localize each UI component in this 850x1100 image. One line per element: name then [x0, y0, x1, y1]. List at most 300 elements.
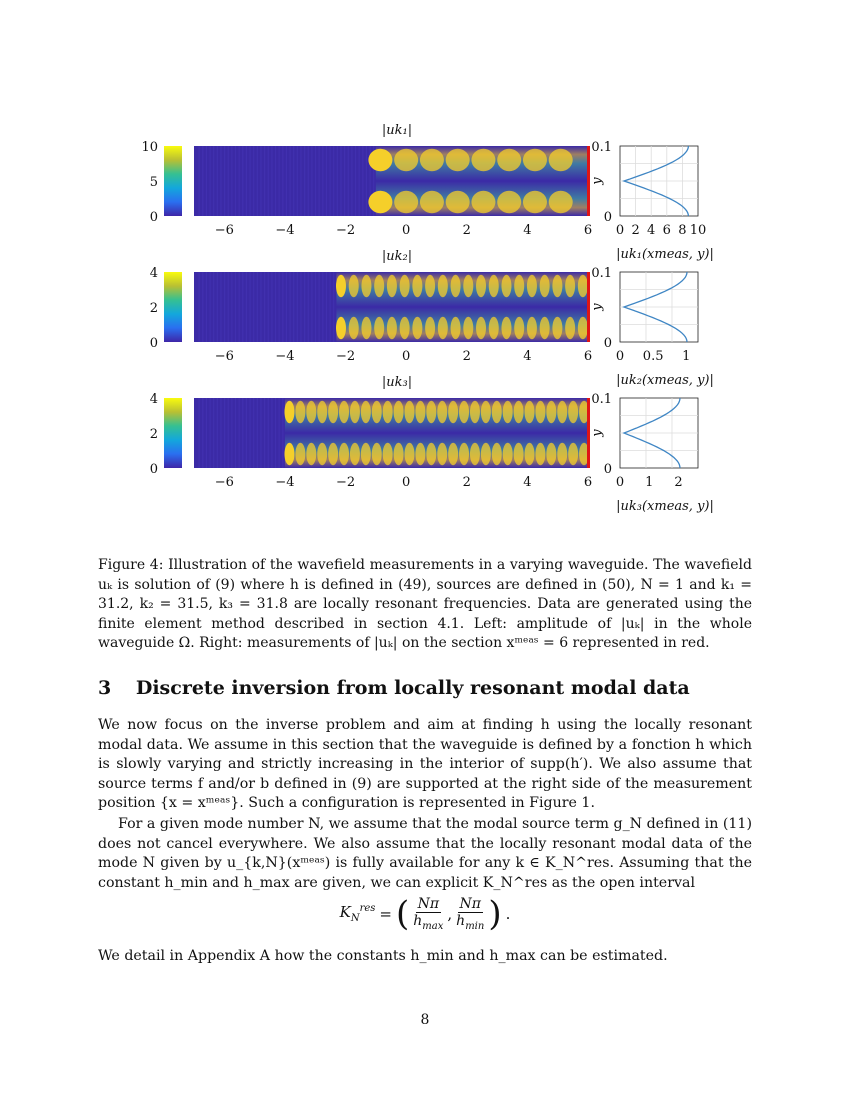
field-lobe-2 [425, 317, 435, 339]
field-stripe-3 [220, 398, 221, 468]
field-lobe-2 [514, 275, 524, 297]
field-stripe-1 [235, 146, 236, 216]
field-stripe-1 [199, 146, 200, 216]
colorbar-3 [164, 398, 182, 468]
paragraph-3 [98, 947, 752, 967]
field-lobe-1 [368, 149, 392, 171]
section-number: 3 [98, 677, 112, 699]
colorbar-tick-2-1: 2 [149, 301, 158, 316]
field-lobe-2 [540, 317, 550, 339]
field-lobe-3 [470, 401, 480, 423]
field-stripe-2 [249, 272, 250, 342]
field-lobe-2 [527, 275, 537, 297]
field-stripe-1 [231, 146, 232, 216]
field-lobe-3 [361, 401, 371, 423]
field-stripe-3 [271, 398, 272, 468]
field-lobe-2 [387, 317, 397, 339]
field-lobe-3 [481, 443, 491, 465]
field-lobe-2 [451, 317, 461, 339]
x-tick-3-6: 6 [583, 475, 593, 490]
field-stripe-2 [209, 272, 210, 342]
field-stripe-1 [293, 146, 294, 216]
eq-end: . [505, 904, 511, 923]
field-stripe-1 [206, 146, 207, 216]
field-lobe-2 [361, 317, 371, 339]
field-lobe-3 [448, 401, 458, 423]
field-lobe-1 [471, 149, 495, 171]
field-lobe-1 [497, 191, 521, 213]
field-stripe-1 [257, 146, 258, 216]
profile-y-label-3: y [590, 429, 605, 437]
field-lobe-3 [459, 443, 469, 465]
colorbar-2 [164, 272, 182, 342]
field-lobe-3 [306, 401, 316, 423]
field-lobe-1 [368, 191, 392, 213]
eq-equals: = [379, 904, 392, 923]
field-stripe-2 [289, 272, 290, 342]
eq-num-2: Nπ [459, 896, 481, 912]
profile-x-tick-1-5: 10 [689, 223, 707, 238]
field-stripe-1 [220, 146, 221, 216]
figure-caption [98, 556, 752, 654]
field-lobe-2 [476, 275, 486, 297]
field-lobe-2 [552, 317, 562, 339]
field-stripe-3 [224, 398, 225, 468]
field-stripe-1 [213, 146, 214, 216]
field-lobe-3 [459, 401, 469, 423]
profile-x-tick-1-3: 6 [662, 223, 671, 238]
field-stripe-1 [300, 146, 301, 216]
paragraph-3-text: We detail in Appendix A how the constants h_min and h_max can be estimated. [98, 948, 668, 964]
field-lobe-2 [349, 275, 359, 297]
field-stripe-2 [297, 272, 298, 342]
field-stripe-1 [286, 146, 287, 216]
field-lobe-2 [336, 275, 346, 297]
field-stripe-2 [260, 272, 261, 342]
field-stripe-2 [257, 272, 258, 342]
field-lobe-3 [492, 443, 502, 465]
field-lobe-1 [446, 191, 470, 213]
field-lobe-2 [374, 275, 384, 297]
field-lobe-3 [470, 443, 480, 465]
field-lobe-3 [328, 443, 338, 465]
field-stripe-3 [275, 398, 276, 468]
field-lobe-2 [501, 317, 511, 339]
field-stripe-3 [257, 398, 258, 468]
field-lobe-2 [374, 317, 384, 339]
field-stripe-3 [253, 398, 254, 468]
field-lobe-1 [471, 191, 495, 213]
field-stripe-3 [209, 398, 210, 468]
field-stripe-3 [206, 398, 207, 468]
colorbar-tick-1-1: 5 [149, 175, 158, 190]
field-lobe-3 [492, 401, 502, 423]
eq-den-2-sub: min [465, 920, 485, 932]
field-stripe-1 [366, 146, 367, 216]
eq-lhs-sub: N [350, 913, 360, 925]
field-stripe-2 [329, 272, 330, 342]
field-stripe-1 [308, 146, 309, 216]
profile-x-tick-3-0: 0 [615, 475, 625, 490]
field-lobe-3 [295, 401, 305, 423]
field-lobe-3 [350, 401, 360, 423]
field-stripe-2 [311, 272, 312, 342]
field-lobe-2 [400, 275, 410, 297]
field-lobe-3 [284, 443, 294, 465]
x-tick-3-5: 4 [523, 475, 532, 490]
field-stripe-3 [213, 398, 214, 468]
field-lobe-3 [317, 443, 327, 465]
profile-x-tick-3-1: 1 [645, 475, 654, 490]
paragraph-2 [98, 815, 752, 893]
x-tick-2-1: −4 [275, 349, 295, 364]
field-stripe-3 [246, 398, 247, 468]
field-lobe-3 [437, 401, 447, 423]
profile-y-tick-3-1: 0 [603, 462, 612, 477]
profile-x-tick-2-2: 1 [682, 349, 691, 364]
field-stripe-1 [224, 146, 225, 216]
field-stripe-2 [246, 272, 247, 342]
field-stripe-2 [322, 272, 323, 342]
field-stripe-1 [344, 146, 345, 216]
field-lobe-2 [489, 275, 499, 297]
x-tick-3-3: 0 [402, 475, 411, 490]
field-stripe-3 [268, 398, 269, 468]
profile-x-label-1: |uk₁(xmeas, y)| [616, 247, 714, 262]
x-tick-2-4: 2 [462, 349, 471, 364]
field-stripe-2 [315, 272, 316, 342]
field-lobe-2 [565, 275, 575, 297]
eq-den-1: h [413, 913, 423, 929]
eq-sep: , [447, 904, 453, 923]
field-lobe-3 [383, 443, 393, 465]
field-stripe-1 [319, 146, 320, 216]
field-lobe-1 [394, 149, 418, 171]
x-tick-1-5: 4 [523, 223, 532, 238]
field-stripe-2 [286, 272, 287, 342]
field-lobe-3 [317, 401, 327, 423]
field-stripe-2 [279, 272, 280, 342]
field-stripe-1 [311, 146, 312, 216]
field-lobe-2 [387, 275, 397, 297]
field-stripe-3 [217, 398, 218, 468]
colorbar-tick-1-0: 10 [141, 140, 158, 155]
field-stripe-1 [228, 146, 229, 216]
field-stripe-1 [217, 146, 218, 216]
field-lobe-2 [425, 275, 435, 297]
profile-x-label-2: |uk₂(xmeas, y)| [616, 373, 714, 388]
field-stripe-2 [268, 272, 269, 342]
field-lobe-2 [501, 275, 511, 297]
field-lobe-2 [451, 275, 461, 297]
field-stripe-1 [271, 146, 272, 216]
paragraph-2-text: For a given mode number N, we assume that the modal source term g_N defined in (11) does not cancel everywhere. We also assume that the locally resonant modal data of the mode N given by u_{k,N}(xᵐᵉᵃˢ) is fully available for any k ∈ K_N^res. Assuming that the constant h_min and h_max are given, we can explicit K_N^res as the open interval [98, 816, 752, 891]
field-lobe-3 [525, 401, 535, 423]
profile-y-tick-3-0: 0.1 [591, 392, 612, 407]
field-lobe-2 [489, 317, 499, 339]
x-tick-3-4: 2 [462, 475, 471, 490]
field-lobe-3 [404, 443, 414, 465]
profile-y-label-2: y [590, 303, 605, 311]
field-lobe-2 [578, 317, 588, 339]
field-stripe-2 [333, 272, 334, 342]
field-stripe-2 [282, 272, 283, 342]
field-stripe-1 [326, 146, 327, 216]
field-lobe-3 [557, 401, 567, 423]
field-stripe-2 [242, 272, 243, 342]
field-title-3: |uk₃| [381, 375, 413, 390]
field-lobe-3 [383, 401, 393, 423]
field-lobe-2 [412, 275, 422, 297]
field-stripe-1 [249, 146, 250, 216]
field-lobe-3 [394, 443, 404, 465]
field-stripe-1 [239, 146, 240, 216]
field-stripe-3 [202, 398, 203, 468]
field-lobe-2 [349, 317, 359, 339]
colorbar-tick-2-0: 4 [149, 266, 158, 281]
field-stripe-1 [348, 146, 349, 216]
field-lobe-3 [426, 401, 436, 423]
field-lobe-3 [535, 443, 545, 465]
paragraph-1 [98, 716, 752, 814]
profile-x-tick-2-0: 0 [615, 349, 625, 364]
field-stripe-2 [275, 272, 276, 342]
eq-num-1: Nπ [417, 896, 440, 912]
field-lobe-2 [412, 317, 422, 339]
field-stripe-3 [260, 398, 261, 468]
field-stripe-1 [246, 146, 247, 216]
field-stripe-1 [202, 146, 203, 216]
field-stripe-1 [282, 146, 283, 216]
colorbar-tick-2-2: 0 [149, 336, 158, 351]
colorbar-tick-3-0: 4 [149, 392, 158, 407]
x-tick-2-5: 4 [523, 349, 532, 364]
field-stripe-1 [315, 146, 316, 216]
field-stripe-1 [337, 146, 338, 216]
field-stripe-3 [231, 398, 232, 468]
x-tick-2-2: −2 [335, 349, 356, 364]
x-tick-2-6: 6 [583, 349, 593, 364]
field-stripe-1 [253, 146, 254, 216]
field-lobe-3 [415, 443, 425, 465]
field-lobe-3 [361, 443, 371, 465]
field-lobe-1 [523, 149, 547, 171]
field-stripe-1 [268, 146, 269, 216]
field-lobe-1 [420, 149, 444, 171]
field-stripe-3 [199, 398, 200, 468]
field-lobe-2 [476, 317, 486, 339]
field-stripe-1 [333, 146, 334, 216]
field-lobe-2 [514, 317, 524, 339]
field-stripe-1 [260, 146, 261, 216]
field-stripe-3 [249, 398, 250, 468]
field-stripe-1 [297, 146, 298, 216]
field-stripe-2 [231, 272, 232, 342]
page-number: 8 [420, 1012, 430, 1028]
field-stripe-1 [264, 146, 265, 216]
field-stripe-2 [293, 272, 294, 342]
profile-x-tick-1-2: 4 [647, 223, 656, 238]
field-lobe-2 [400, 317, 410, 339]
x-tick-1-3: 0 [402, 223, 411, 238]
profile-y-label-1: y [590, 177, 605, 185]
field-lobe-2 [438, 317, 448, 339]
field-lobe-3 [535, 401, 545, 423]
field-lobe-1 [446, 149, 470, 171]
section-heading [98, 677, 752, 699]
caption-text: Illustration of the wavefield measurements in a varying waveguide. The wavefield uₖ is solution of (9) where h is defined in (49), sources are defined in (50), N = 1 and k₁ = 31.2, k₂ = 31.5, k₃ = 31.8 are locally resonant frequencies. Data are generated using the finite element method described in section 4.1. Left: amplitude of |uₖ| in the whole waveguide Ω. Right: measurements of |uₖ| on the section xᵐᵉᵃˢ = 6 represented in red. [98, 557, 752, 651]
field-stripe-3 [264, 398, 265, 468]
field-lobe-3 [328, 401, 338, 423]
caption-label: Figure 4: [98, 557, 164, 573]
field-lobe-3 [514, 443, 524, 465]
field-stripe-2 [308, 272, 309, 342]
field-lobe-2 [552, 275, 562, 297]
field-stripe-1 [275, 146, 276, 216]
x-tick-2-3: 0 [402, 349, 411, 364]
field-stripe-1 [289, 146, 290, 216]
field-stripe-2 [264, 272, 265, 342]
field-lobe-2 [565, 317, 575, 339]
profile-x-tick-3-2: 2 [674, 475, 683, 490]
profile-y-tick-1-1: 0 [603, 210, 612, 225]
x-tick-3-1: −4 [275, 475, 295, 490]
profile-y-tick-2-0: 0.1 [591, 266, 612, 281]
field-stripe-2 [206, 272, 207, 342]
field-stripe-3 [242, 398, 243, 468]
field-stripe-1 [322, 146, 323, 216]
field-lobe-3 [546, 401, 556, 423]
field-lobe-2 [361, 275, 371, 297]
field-lobe-3 [481, 401, 491, 423]
field-stripe-2 [304, 272, 305, 342]
field-lobe-3 [448, 443, 458, 465]
field-lobe-2 [336, 317, 346, 339]
field-title-2: |uk₂| [381, 249, 413, 264]
field-lobe-3 [514, 401, 524, 423]
colorbar-1 [164, 146, 182, 216]
field-stripe-3 [282, 398, 283, 468]
field-lobe-3 [306, 443, 316, 465]
field-stripe-1 [340, 146, 341, 216]
eq-den-2: h [456, 913, 466, 929]
field-lobe-2 [463, 317, 473, 339]
x-tick-1-0: −6 [214, 223, 234, 238]
field-lobe-3 [546, 443, 556, 465]
field-lobe-3 [525, 443, 535, 465]
field-lobe-2 [438, 275, 448, 297]
x-tick-1-2: −2 [335, 223, 356, 238]
x-tick-2-0: −6 [214, 349, 234, 364]
field-stripe-1 [351, 146, 352, 216]
field-lobe-3 [339, 443, 349, 465]
colorbar-tick-1-2: 0 [149, 210, 158, 225]
profile-y-tick-1-0: 0.1 [591, 140, 612, 155]
field-lobe-3 [503, 401, 513, 423]
field-lobe-3 [568, 401, 578, 423]
field-stripe-2 [202, 272, 203, 342]
field-lobe-3 [339, 401, 349, 423]
field-stripe-1 [359, 146, 360, 216]
field-stripe-2 [224, 272, 225, 342]
profile-x-tick-1-1: 2 [631, 223, 640, 238]
field-lobe-3 [503, 443, 513, 465]
field-stripe-2 [217, 272, 218, 342]
field-stripe-3 [228, 398, 229, 468]
field-lobe-1 [394, 191, 418, 213]
field-stripe-2 [319, 272, 320, 342]
field-stripe-2 [253, 272, 254, 342]
profile-x-tick-1-0: 0 [615, 223, 625, 238]
field-lobe-1 [549, 149, 573, 171]
x-tick-1-1: −4 [275, 223, 295, 238]
profile-x-label-3: |uk₃(xmeas, y)| [616, 499, 714, 514]
field-lobe-3 [426, 443, 436, 465]
equation-kres: $K_N^{res}$ = ( $\frac{N\pi}{h_{max}}$ , $\frac{N\pi}{h_{min}}$ ) . [339, 893, 511, 934]
eq-frac-2 [456, 896, 484, 932]
profile-y-tick-2-1: 0 [603, 336, 612, 351]
field-stripe-2 [326, 272, 327, 342]
field-stripe-1 [329, 146, 330, 216]
x-tick-3-0: −6 [214, 475, 234, 490]
field-lobe-1 [497, 149, 521, 171]
eq-lhs-sup: res [359, 903, 376, 915]
eq-lhs: K [339, 903, 351, 922]
paragraph-1-text: We now focus on the inverse problem and aim at finding h using the locally resonant modal data. We assume in this section that the waveguide is defined by a fonction h which is slowly varying and strictly increasing in the interior of supp(h′). We also assume that source terms f and/or b defined in (9) are supported at the right side of the measurement position {x = xᵐᵉᵃˢ}. Such a configuration is represented in Figure 1. [98, 717, 752, 811]
field-lobe-3 [437, 443, 447, 465]
figure-4 [130, 110, 730, 530]
x-tick-1-4: 2 [462, 223, 471, 238]
field-stripe-1 [242, 146, 243, 216]
eq-frac-1 [413, 896, 443, 932]
field-stripe-2 [235, 272, 236, 342]
field-lobe-3 [415, 401, 425, 423]
field-lobe-2 [540, 275, 550, 297]
field-lobe-2 [527, 317, 537, 339]
field-stripe-1 [304, 146, 305, 216]
field-lobe-2 [463, 275, 473, 297]
colorbar-tick-3-1: 2 [149, 427, 158, 442]
section-title: Discrete inversion from locally resonant modal data [135, 677, 690, 699]
field-lobe-3 [394, 401, 404, 423]
eq-den-1-sub: max [422, 920, 444, 932]
field-stripe-1 [209, 146, 210, 216]
field-lobe-3 [295, 443, 305, 465]
field-lobe-3 [350, 443, 360, 465]
field-stripe-2 [239, 272, 240, 342]
figure-svg [130, 110, 730, 530]
field-stripe-2 [271, 272, 272, 342]
field-stripe-3 [235, 398, 236, 468]
field-stripe-3 [239, 398, 240, 468]
field-lobe-3 [404, 401, 414, 423]
field-lobe-3 [372, 401, 382, 423]
profile-x-tick-1-4: 8 [678, 223, 687, 238]
field-stripe-2 [213, 272, 214, 342]
field-lobe-1 [523, 191, 547, 213]
profile-x-tick-2-1: 0.5 [642, 349, 664, 364]
colorbar-tick-3-2: 0 [149, 462, 158, 477]
field-lobe-1 [549, 191, 573, 213]
field-title-1: |uk₁| [381, 123, 413, 138]
field-lobe-3 [557, 443, 567, 465]
field-stripe-2 [300, 272, 301, 342]
field-lobe-3 [568, 443, 578, 465]
field-lobe-1 [420, 191, 444, 213]
field-stripe-1 [355, 146, 356, 216]
field-lobe-2 [578, 275, 588, 297]
field-stripe-2 [220, 272, 221, 342]
